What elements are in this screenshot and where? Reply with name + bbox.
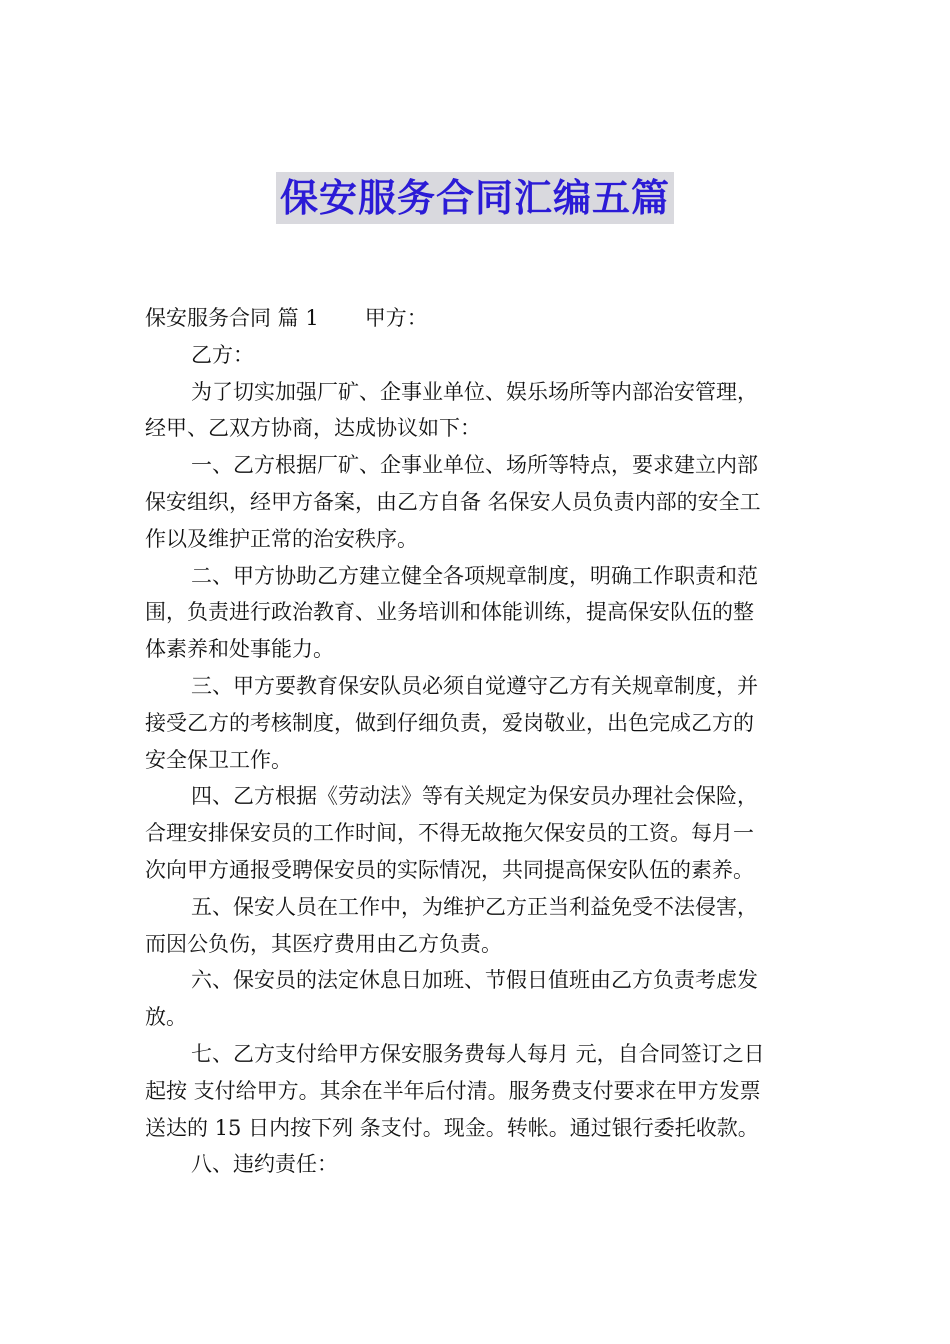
text-line: 体素养和处事能力。 bbox=[145, 637, 334, 662]
text-line: 八、违约责任： bbox=[191, 1152, 338, 1177]
text-line: 六、保安员的法定休息日加班、节假日值班由乙方负责考虑发 bbox=[191, 968, 758, 993]
heading-line bbox=[145, 300, 809, 337]
text-line: 起按 支付给甲方。其余在半年后付清。服务费支付要求在甲方发票 bbox=[145, 1078, 761, 1103]
text-line: 接受乙方的考核制度，做到仔细负责，爱岗敬业，出色完成乙方的 bbox=[145, 710, 754, 735]
text-line: 为了切实加强厂矿、企事业单位、娱乐场所等内部治安管理， bbox=[191, 379, 758, 404]
text-line: 乙方： bbox=[191, 342, 254, 367]
text-line: 一、乙方根据厂矿、企事业单位、场所等特点，要求建立内部 bbox=[191, 453, 758, 478]
document-body bbox=[145, 300, 809, 1183]
party-a-label: 甲方： bbox=[364, 306, 428, 330]
text-line: 放。 bbox=[145, 1005, 187, 1030]
text-line: 围，负责进行政治教育、业务培训和体能训练，提高保安队伍的整 bbox=[145, 600, 754, 625]
text-line: 作以及维护正常的治安秩序。 bbox=[145, 526, 418, 551]
contract-heading: 保安服务合同 篇 1 bbox=[145, 306, 319, 330]
text-line: 三、甲方要教育保安队员必须自觉遵守乙方有关规章制度，并 bbox=[191, 673, 758, 698]
text-line: 安全保卫工作。 bbox=[145, 747, 292, 772]
text-line: 七、乙方支付给甲方保安服务费每人每月 元，自合同签订之日 bbox=[191, 1041, 765, 1066]
text-line: 四、乙方根据《劳动法》等有关规定为保安员办理社会保险， bbox=[191, 784, 758, 809]
text-line: 送达的 15 日内按下列 条支付。现金。转帐。通过银行委托收款。 bbox=[145, 1115, 759, 1140]
text-line: 经甲、乙双方协商，达成协议如下： bbox=[145, 416, 481, 441]
text-line: 保安组织，经甲方备案，由乙方自备 名保安人员负责内部的安全工 bbox=[145, 489, 761, 514]
document-title: 保安服务合同汇编五篇 bbox=[276, 172, 674, 224]
text-line: 五、保安人员在工作中，为维护乙方正当利益免受不法侵害， bbox=[191, 894, 758, 919]
text-line: 合理安排保安员的工作时间，不得无故拖欠保安员的工资。每月一 bbox=[145, 821, 754, 846]
text-line: 而因公负伤，其医疗费用由乙方负责。 bbox=[145, 931, 502, 956]
text-line: 次向甲方通报受聘保安员的实际情况，共同提高保安队伍的素养。 bbox=[145, 857, 754, 882]
title-wrap bbox=[0, 172, 950, 224]
text-line: 二、甲方协助乙方建立健全各项规章制度，明确工作职责和范 bbox=[191, 563, 758, 588]
